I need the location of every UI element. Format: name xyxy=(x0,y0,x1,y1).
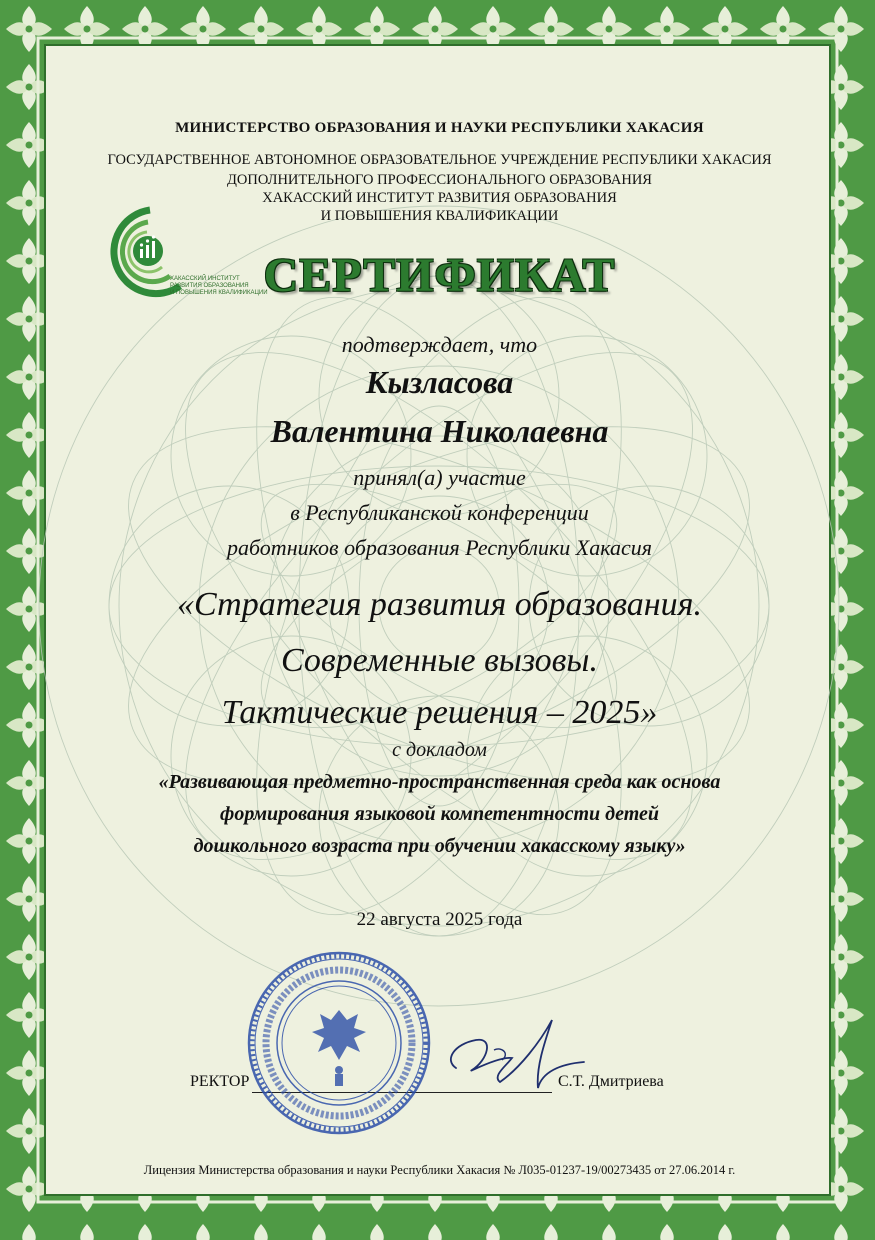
certificate-date: 22 августа 2025 года xyxy=(356,909,523,930)
ministry-heading: МИНИСТЕРСТВО ОБРАЗОВАНИЯ И НАУКИ РЕСПУБЛИКИ ХАКАСИЯ xyxy=(175,120,704,136)
handwritten-signature-icon xyxy=(436,1010,586,1095)
conference-line-2: работников образования Республики Хакасия xyxy=(227,535,652,560)
organization-line-2: ДОПОЛНИТЕЛЬНОГО ПРОФЕССИОНАЛЬНОГО ОБРАЗОВАНИЯ xyxy=(227,172,652,188)
certificate-title: СЕРТИФИКАТ xyxy=(263,249,616,302)
organization-line-3: ХАКАССКИЙ ИНСТИТУТ РАЗВИТИЯ ОБРАЗОВАНИЯ xyxy=(262,190,617,206)
conference-theme-line-3: Тактические решения – 2025» xyxy=(221,694,658,731)
recipient-surname: Кызласова xyxy=(365,364,514,400)
participation-text: принял(а) участие xyxy=(353,465,526,490)
confirms-text: подтверждает, что xyxy=(341,332,538,357)
certificate-body xyxy=(44,44,831,1196)
report-title-line-1: «Развивающая предметно-пространственная среда как основа xyxy=(158,771,721,793)
organization-line-4: И ПОВЫШЕНИЯ КВАЛИФИКАЦИИ xyxy=(320,208,559,224)
organization-line-1: ГОСУДАРСТВЕННОЕ АВТОНОМНОЕ ОБРАЗОВАТЕЛЬНОЕ УЧРЕЖДЕНИЕ РЕСПУБЛИКИ ХАКАСИЯ xyxy=(107,152,772,168)
signer-name: С.Т. Дмитриева xyxy=(558,1073,664,1090)
report-title-line-3: дошкольного возраста при обучении хакасскому языку» xyxy=(193,835,686,857)
rector-label: РЕКТОР xyxy=(190,1073,250,1090)
conference-theme-line-1: «Стратегия развития образования. xyxy=(177,586,702,623)
license-text: Лицензия Министерства образования и науки Республики Хакасия № Л035-01237-19/00273435 от 27.06.2014 г. xyxy=(143,1163,736,1177)
recipient-name: Валентина Николаевна xyxy=(270,413,609,449)
official-seal-icon xyxy=(244,948,434,1138)
logo-text-2: РАЗВИТИЯ ОБРАЗОВАНИЯ xyxy=(170,283,249,289)
report-title-line-2: формирования языковой компетентности детей xyxy=(220,803,659,825)
logo-text-1: ХАКАССКИЙ ИНСТИТУТ xyxy=(170,276,240,282)
logo-text-3: И ПОВЫШЕНИЯ КВАЛИФИКАЦИИ xyxy=(170,290,268,296)
with-report-text: с докладом xyxy=(392,739,487,761)
conference-theme-line-2: Современные вызовы. xyxy=(281,642,598,679)
conference-line-1: в Республиканской конференции xyxy=(290,500,589,525)
